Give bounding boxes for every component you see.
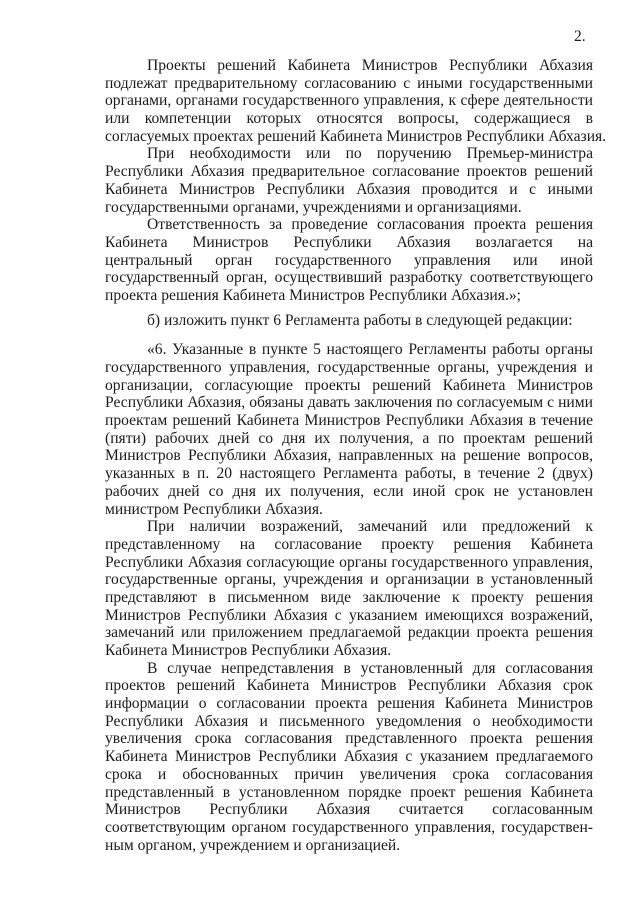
- text-line: центральный орган государственного управления или иной: [105, 251, 593, 269]
- paragraph: [105, 660, 593, 855]
- text-line: соответствующим органом государственного управления, государствен-: [105, 818, 593, 836]
- text-line: Кабинета Министров Республики Абхазия.: [105, 642, 392, 659]
- text-line: В случае непредставления в установленный для согласования: [147, 659, 593, 677]
- text-line: б) изложить пункт 6 Регламента работы в следующей редакции:: [147, 311, 573, 329]
- text-line: срока и обоснованных причин увеличения срока согласования: [105, 765, 593, 783]
- text-line: Республики Абхазия и письменного уведомления о необходимости: [105, 712, 593, 730]
- text-line: Кабинета Министров Республики Абхазия проводится и с иными: [105, 180, 593, 198]
- text-line: государственными органами, учреждениями и организациями.: [105, 198, 522, 216]
- text-line: При наличии возражений, замечаний или предложений к: [147, 518, 593, 536]
- text-line: представленный в установленном порядке проект решения Кабинета: [105, 783, 593, 801]
- text-line: представляют в письменном виде заключение к проекту решения: [105, 588, 593, 606]
- text-line: представленному на согласование проекту решения Кабинета: [105, 535, 593, 553]
- text-line: Кабинета Министров Республики Абхазия с указанием предлагаемого: [105, 748, 593, 766]
- text-line: подлежат предварительному согласованию с иными государственными: [105, 74, 593, 92]
- text-line: увеличения срока согласования представленного проекта решения: [105, 730, 593, 748]
- text-line: ным органом, учреждением и организацией.: [105, 836, 401, 854]
- text-line: министром Республики Абхазия.: [105, 500, 323, 518]
- text-line: информации о согласовании проекта решения Кабинета Министров: [105, 695, 593, 713]
- text-line: государственные органы, учреждения и организации в установленный: [105, 571, 593, 589]
- text-line: проекта решения Кабинета Министров Республики Абхазия.»;: [105, 286, 521, 304]
- document-body: [105, 57, 607, 854]
- text-line: Кабинета Министров Республики Абхазия возлагается на: [105, 233, 593, 251]
- text-line: Министров Республики Абхазия, направленных на решение вопросов,: [105, 447, 593, 465]
- paragraph: [105, 312, 593, 330]
- paragraph: [105, 57, 607, 145]
- text-line: государственного управления, государственные органы, учреждения и: [105, 359, 593, 376]
- paragraph: [105, 145, 593, 216]
- text-line: государственный орган, осуществивший разработку соответствующего: [105, 269, 593, 287]
- text-line: Министров Республики Абхазия считается согласованным: [105, 801, 593, 819]
- text-line: проектам решений Кабинета Министров Республики Абхазия в течение: [105, 412, 593, 430]
- text-line: Республики Абхазия согласующие органы государственного управления,: [105, 553, 593, 571]
- text-line: При необходимости или по поручению Премьер-министра: [147, 145, 593, 163]
- text-line: замечаний или приложением предлагаемой редакции проекта решения: [105, 624, 593, 642]
- paragraph: [105, 518, 593, 660]
- text-line: Ответственность за проведение согласования проекта решения: [147, 216, 593, 234]
- text-line: согласуемых проектах решений Кабинета Министров Республики Абхазия.: [105, 127, 607, 145]
- text-line: Республики Абхазия, обязаны давать заключения по согласуемым с ними: [105, 394, 593, 412]
- text-line: (пяти) рабочих дней со дня их получения, а по проектам решений: [105, 429, 593, 447]
- text-line: органами, органами государственного управления, к сфере деятельности: [105, 92, 593, 110]
- text-line: Министров Республики Абхазия с указанием имеющихся возражений,: [105, 606, 593, 624]
- text-line: или компетенции которых относятся вопросы, содержащиеся в: [105, 110, 593, 128]
- text-line: Республики Абхазия предварительное согласование проектов решений: [105, 163, 593, 181]
- text-line: рабочих дней со дня их получения, если иной срок не установлен: [105, 482, 593, 500]
- text-line: указанных в п. 20 настоящего Регламента работы, в течение 2 (двух): [105, 465, 593, 483]
- page-number: 2.: [574, 28, 586, 45]
- text-line: организации, согласующие проекты решений Кабинета Министров: [105, 376, 593, 394]
- paragraph: [105, 216, 593, 304]
- text-line: Проекты решений Кабинета Министров Республики Абхазия: [147, 57, 593, 74]
- paragraph: [105, 341, 593, 518]
- text-line: «6. Указанные в пункте 5 настоящего Регламенты работы органы: [147, 341, 593, 359]
- text-line: проектов решений Кабинета Министров Республики Абхазия срок: [105, 677, 593, 695]
